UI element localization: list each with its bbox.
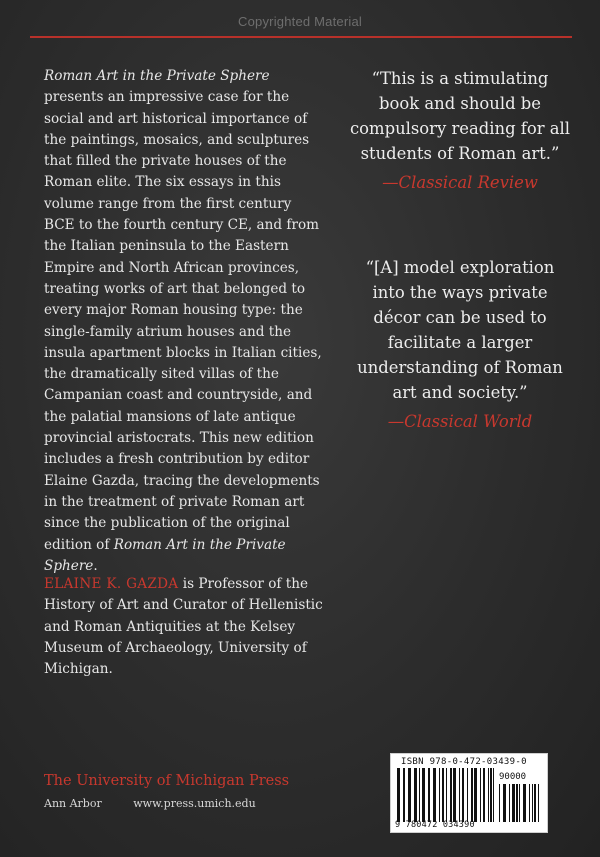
barcode-bar: [512, 784, 515, 822]
isbn-barcode: [390, 753, 548, 833]
barcode-bar: [480, 768, 481, 822]
description-text: presents an impressive case for the social and art historical importance of the paintings, mosaics, and sculptures that filled the private houses of the Roman elite. The six essays in this volume range from the first century BCE to the fourth century CE, and from the Italian peninsula to the Eastern Empire and North African provinces, treating works of art that belonged to every major Roman housing type: the single-family atrium houses and the insula apartment blocks in Italian cities, the dramatically sited villas of the Campanian coast and countryside, and the palatial mansions of late antique provincial aristocrats. This new edition includes a fresh contribution by editor Elaine Gazda, tracing the developments in the treatment of private Roman art since the publication of the original edition of: [44, 89, 322, 553]
barcode-bar: [499, 784, 500, 822]
publisher-city: Ann Arbor: [44, 797, 102, 810]
barcode-bar: [414, 768, 417, 822]
quote-source: —Classical Review: [382, 173, 538, 192]
description-end: .: [93, 557, 98, 574]
barcode-bar: [408, 768, 411, 822]
barcode-bar: [483, 768, 485, 822]
barcode-bar: [538, 784, 539, 822]
publisher-name: The University of Michigan Press: [44, 773, 290, 789]
barcode-bar: [459, 768, 460, 822]
barcode-bar: [462, 768, 464, 822]
barcode-bar: [474, 768, 477, 822]
author-name: ELAINE K. GAZDA: [44, 576, 179, 592]
barcode-bar: [509, 784, 510, 822]
barcode-bar: [422, 768, 425, 822]
quote-source: —Classical World: [387, 412, 533, 431]
barcode-bar: [439, 768, 440, 822]
barcode-bar: [397, 768, 400, 822]
book-title-italic: Roman Art in the Private Sphere: [44, 68, 270, 84]
barcode-bar: [488, 768, 489, 822]
barcode-bar: [446, 768, 447, 822]
barcode-bar: [516, 784, 518, 822]
author-bio-text: is Professor of the History of Art and Curator of Hellenistic and Roman Antiquities at the Kelsey Museum of Archaeology, University of Michigan.: [44, 576, 323, 678]
isbn-label: ISBN 978-0-472-03439-0: [401, 757, 527, 767]
book-description: [44, 66, 324, 577]
review-quote-1: [350, 66, 570, 195]
barcode-bar: [467, 768, 468, 822]
book-title-italic: Roman Art in the Private Sphere: [44, 536, 286, 574]
barcode-bar: [403, 768, 405, 822]
barcode-bar: [442, 768, 444, 822]
barcode-bar: [529, 784, 530, 822]
publisher-info: [44, 797, 256, 810]
barcode-bar: [503, 784, 506, 822]
barcode-bar: [490, 768, 492, 822]
barcode-bar: [493, 768, 494, 822]
copyright-watermark: Copyrighted Material: [238, 14, 362, 29]
barcode-bar: [428, 768, 430, 822]
quote-text: “This is a stimulating book and should be compulsory reading for all students of Roman art.”: [350, 69, 571, 163]
addon-barcode-bars: [499, 784, 543, 822]
barcode-bar: [523, 784, 526, 822]
ean-barcode-bars: [397, 768, 495, 822]
barcode-bar: [519, 784, 520, 822]
ean-digits: 9 780472 034390: [395, 820, 475, 830]
review-quote-2: [350, 255, 570, 434]
author-bio: [44, 574, 324, 680]
barcode-bar: [534, 784, 536, 822]
barcode-bar: [450, 768, 452, 822]
barcode-bar: [453, 768, 456, 822]
price-code: 90000: [499, 772, 527, 782]
barcode-bar: [433, 768, 436, 822]
barcode-bar: [419, 768, 420, 822]
publisher-url: www.press.umich.edu: [133, 797, 256, 810]
barcode-bar: [471, 768, 473, 822]
quote-text: “[A] model exploration into the ways private décor can be used to facilitate a larger understanding of Roman art and society.”: [357, 258, 563, 402]
barcode-bar: [532, 784, 533, 822]
header-rule: [30, 36, 572, 38]
